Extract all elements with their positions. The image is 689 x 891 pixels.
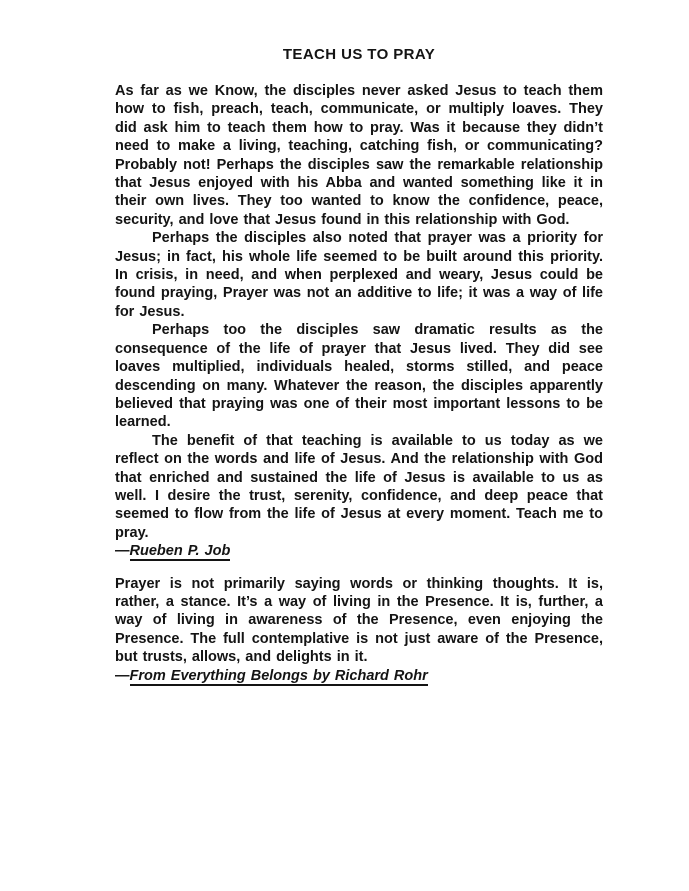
body-paragraph-2: Perhaps the disciples also noted that prayer was a priority for Jesus; in fact, his whole life seemed to be built around this priority. In crisis, in need, and when perplexed and weary, Jesus could be found praying, Prayer was not an additive to life; it was a way of life for Jesus. bbox=[115, 230, 603, 320]
body-text-block bbox=[115, 82, 603, 685]
attribution-rueben-job bbox=[115, 542, 603, 560]
body-paragraph-3: Perhaps too the disciples saw dramatic results as the consequence of the life of prayer that Jesus lived. They did see loaves multiplied, individuals healed, storms stilled, and peace descending on many. Whatever the reason, the disciples apparently believed that praying was one of their most important lessons to be learned. bbox=[115, 322, 603, 431]
body-paragraph-1: As far as we Know, the disciples never asked Jesus to teach them how to fish, preach, teach, communicate, or multiply loaves. They did ask him to teach them how to pray. Was it because they didn’t need to make a living, teaching, catching fish, or communicating? Probably not! Perhaps the disciples saw the remarkable relationship that Jesus enjoyed with his Abba and wanted something like it in their own lives. They too wanted to know the confidence, peace, security, and love that Jesus found in this relationship with God. bbox=[115, 83, 603, 228]
page-title: TEACH US TO PRAY bbox=[282, 46, 436, 63]
source-name-everything-belongs: From Everything Belongs by Richard Rohr bbox=[129, 667, 428, 684]
attribution-dash: — bbox=[115, 667, 130, 684]
quote-paragraph: Prayer is not primarily saying words or thinking thoughts. It is, rather, a stance. It’s a way of living in the Presence. It is, further, a way of living in awareness of the Presence, even enjoying the Presence. The full contemplative is not just aware of the Presence, but trusts, allows, and delights in it. bbox=[115, 575, 603, 666]
attribution-dash: — bbox=[115, 543, 130, 560]
attribution-richard-rohr bbox=[115, 667, 603, 685]
body-paragraph-4: The benefit of that teaching is available to us today as we reflect on the words and life of Jesus. And the relationship with God that enriched and sustained the life of Jesus is available to us as well. I desire the trust, serenity, confidence, and deep peace that seemed to flow from the life of Jesus at every moment. Teach me to pray. bbox=[115, 432, 603, 541]
author-name-rueben-job: Rueben P. Job bbox=[129, 543, 231, 560]
